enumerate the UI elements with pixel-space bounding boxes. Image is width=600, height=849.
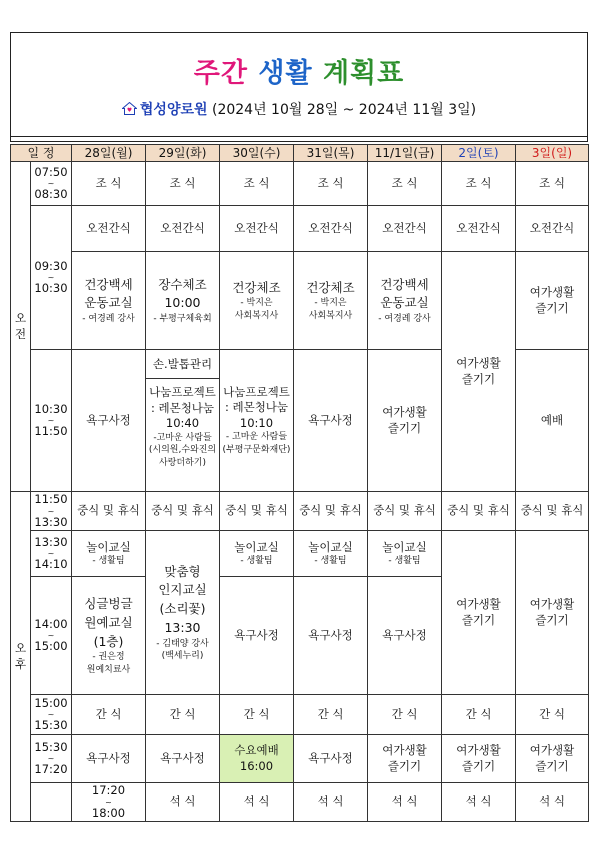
cell-needs-assessment: 욕구사정 [220,577,294,695]
cell-thu-exercise [294,252,368,350]
leisure-line: 즐기기 [387,420,422,435]
cell-leisure [442,735,516,783]
time-end: 08:30 [34,187,68,202]
section-label: 오 후 [14,641,27,671]
activity-time: 16:00 [239,758,274,773]
leisure-line: 여가생활 [529,285,575,300]
activity-partner: (시의원,수와진의 [148,445,217,456]
cell-leisure [368,735,442,783]
activity-partner: - 고마운 사람들 [225,432,288,443]
cell-play-class [294,531,368,577]
header-schedule: 일 정 [11,145,72,162]
house-logo-icon [122,102,137,115]
activity-title: 싱글벙글 [84,596,133,611]
time-start: 14:00 [34,616,68,631]
cell-play-class [72,531,146,577]
time-start: 13:30 [34,534,68,549]
nail-care: 손.발톱관리 [146,350,219,379]
activity-title: 나눔프로젝트 [149,385,216,400]
cell-needs-assessment: 욕구사정 [72,350,146,492]
cell-morning-snack: 오전간식 [516,206,589,252]
cell-needs-assessment: 욕구사정 [294,350,368,492]
cell-tue-cognitive [146,531,220,695]
header-day: 28일(월) [72,145,146,162]
activity-partner: -고마운 사람들 [153,432,212,443]
cell-lunch: 중식 및 휴식 [294,492,368,531]
time-end: 14:10 [34,557,68,572]
cell-lunch: 중식 및 휴식 [146,492,220,531]
header-day: 29일(화) [146,145,220,162]
row-lunch [11,492,589,531]
cell-needs-assessment: 욕구사정 [294,735,368,783]
cell-wed-late-morning [220,350,294,492]
cell-morning-snack: 오전간식 [220,206,294,252]
section-label: 오 전 [14,311,27,341]
title-part-weekly: 주간 [193,58,248,89]
activity-title: 놀이교실 [86,539,131,554]
activity-instructor: - 여경례 강사 [378,314,431,325]
cell-play-class [368,531,442,577]
activity-title: 나눔프로젝트 [223,384,290,399]
time-sep: ~ [47,506,55,516]
cell-dinner: 석 식 [220,783,294,822]
activity-instructor: - 박지은 [240,298,273,309]
cell-needs-assessment: 욕구사정 [368,577,442,695]
leisure-line: 여가생활 [529,597,575,612]
activity-instructor: - 여경례 강사 [82,314,135,325]
cell-lunch: 중식 및 휴식 [72,492,146,531]
cell-sun-worship: 예배 [516,350,589,492]
cell-morning-snack: 오전간식 [442,206,516,252]
schedule-period: (2024년 10월 28일 ~ 2024년 11월 3일) [211,102,477,118]
time-cell [72,783,146,822]
cell-breakfast: 조 식 [442,162,516,206]
title-part-life: 생활 [258,58,313,89]
section-morning [11,162,31,492]
leisure-line: 즐기기 [535,612,569,627]
title-frame [10,32,588,142]
cell-lunch: 중식 및 휴식 [516,492,589,531]
activity-title: 놀이교실 [382,539,427,554]
cell-tue-exercise [146,252,220,350]
header-day: 11/1일(금) [368,145,442,162]
header-day: 31일(목) [294,145,368,162]
header-day-sunday: 3일(일) [516,145,589,162]
organization-name: 협성양로원 [139,102,208,118]
cell-play-class [220,531,294,577]
time-start: 17:20 [91,783,126,798]
activity-time: 10:40 [165,416,200,431]
cell-sun-leisure [516,252,589,350]
activity-title: 놀이교실 [308,539,353,554]
header-row [11,145,589,162]
cell-dinner: 석 식 [442,783,516,822]
time-cell [31,492,72,531]
cell-tue-late-morning [146,350,220,492]
time-end: 13:30 [34,514,68,529]
activity-title: (소리꽃) [159,601,206,617]
activity-instructor: - 권은정 [92,652,125,663]
section-afternoon-tail [31,783,72,822]
activity-time: 13:30 [164,619,201,635]
activity-title: 건강체조 [232,279,281,295]
activity-title: 운동교실 [380,295,429,311]
subtitle [11,99,587,119]
cell-lunch: 중식 및 휴식 [220,492,294,531]
activity-title: 놀이교실 [234,539,279,554]
cell-afternoon-snack: 간 식 [368,695,442,735]
activity-team: - 생활팀 [240,556,273,567]
cell-morning-snack: 오전간식 [146,206,220,252]
time-start: 07:50 [34,164,68,179]
activity-title: 건강백세 [380,276,429,292]
activity-partner: (백세누리) [161,651,204,662]
time-cell [31,162,72,206]
cell-breakfast: 조 식 [368,162,442,206]
cell-dinner: 석 식 [294,783,368,822]
cell-morning-snack: 오전간식 [368,206,442,252]
page-title [11,51,587,90]
time-cell [31,577,72,695]
leisure-line: 여가생활 [529,743,575,758]
time-start: 10:30 [34,401,68,416]
activity-title: 수요예배 [234,743,279,758]
activity-partner: (부평구문화재단) [222,444,291,455]
time-end: 15:30 [34,718,68,733]
cell-breakfast: 조 식 [72,162,146,206]
time-start: 15:30 [34,739,68,754]
cell-lunch: 중식 및 휴식 [368,492,442,531]
cell-morning-snack: 오전간식 [294,206,368,252]
leisure-line: 여가생활 [382,405,427,420]
activity-time: 10:10 [239,415,274,430]
cell-wed-exercise [220,252,294,350]
cell-leisure [516,735,589,783]
activity-partner: 사랑더하기) [159,457,206,468]
header-day: 30일(수) [220,145,294,162]
cell-breakfast: 조 식 [220,162,294,206]
time-sep: ~ [47,179,55,189]
time-start: 15:00 [34,695,68,710]
activity-team: - 생활팀 [92,556,125,567]
time-cell [31,531,72,577]
time-cell [31,695,72,735]
row-evening-activity [11,735,589,783]
leisure-line: 즐기기 [387,758,422,773]
leisure-line: 즐기기 [461,371,496,386]
time-sep: ~ [47,416,55,426]
cell-needs-assessment: 욕구사정 [72,735,146,783]
time-end: 15:00 [34,639,68,654]
time-cell [31,206,72,350]
time-cell [31,735,72,783]
cell-sat-leisure [442,252,516,492]
cell-dinner: 석 식 [516,783,589,822]
title-part-plan: 계획표 [322,58,405,89]
leisure-line: 여가생활 [382,743,427,758]
header-day-saturday: 2일(토) [442,145,516,162]
cell-afternoon-snack: 간 식 [516,695,589,735]
row-dinner [11,783,589,822]
activity-title: : 레몬청나눔 [150,400,215,415]
activity-title: 장수체조 [158,276,207,292]
cell-lunch: 중식 및 휴식 [442,492,516,531]
time-sep: ~ [47,754,55,764]
cell-mon-gardening [72,577,146,695]
cell-afternoon-snack: 간 식 [220,695,294,735]
time-end: 18:00 [91,805,126,820]
row-afternoon-snack [11,695,589,735]
row-play-class [11,531,589,577]
row-breakfast [11,162,589,206]
row-morning-activity [11,252,589,350]
time-sep: ~ [47,273,55,283]
cell-breakfast: 조 식 [516,162,589,206]
time-start: 11:50 [34,492,68,507]
cell-sat-leisure-pm [442,531,516,695]
cell-breakfast: 조 식 [146,162,220,206]
cell-afternoon-snack: 간 식 [72,695,146,735]
schedule-table [10,144,589,822]
cell-fri-exercise [368,252,442,350]
cell-needs-assessment: 욕구사정 [146,735,220,783]
cell-afternoon-snack: 간 식 [442,695,516,735]
activity-team: - 생활팀 [314,556,347,567]
cell-dinner: 석 식 [146,783,220,822]
activity-instructor: - 박지은 [314,298,347,309]
activity-instructor-role: 원예치료사 [86,664,131,675]
activity-instructor: - 김태양 강사 [156,638,209,649]
activity-instructor-role: 사회복지사 [308,311,353,322]
leisure-line: 여가생활 [456,356,501,371]
time-sep: ~ [47,549,55,559]
section-afternoon [11,492,31,822]
leisure-line: 즐기기 [535,300,569,315]
row-morning-snack [11,206,589,252]
cell-afternoon-snack: 간 식 [146,695,220,735]
leisure-line: 여가생활 [456,743,501,758]
activity-title: : 레몬청나눔 [224,400,289,415]
cell-morning-snack: 오전간식 [72,206,146,252]
activity-title: 맞춤형 [164,563,201,579]
time-sep: ~ [47,631,55,641]
time-end: 17:20 [34,762,68,777]
leisure-line: 즐기기 [535,758,569,773]
cell-fri-leisure [368,350,442,492]
activity-title: 운동교실 [84,295,133,311]
activity-instructor-role: 사회복지사 [234,311,279,322]
time-end: 11:50 [34,424,68,439]
cell-sun-leisure-pm [516,531,589,695]
leisure-line: 여가생활 [456,597,501,612]
cell-afternoon-snack: 간 식 [294,695,368,735]
activity-location: (1층) [93,633,124,649]
time-sep: ~ [105,797,112,807]
time-sep: ~ [47,710,55,720]
cell-mon-exercise [72,252,146,350]
activity-title: 인지교실 [158,582,207,598]
leisure-line: 즐기기 [461,758,496,773]
time-end: 10:30 [34,281,68,296]
activity-title: 건강체조 [306,279,355,295]
time-start: 09:30 [34,258,68,273]
activity-instructor: - 부평구체육회 [153,314,212,325]
activity-time: 10:00 [164,295,201,311]
time-cell [31,350,72,492]
cell-needs-assessment: 욕구사정 [294,577,368,695]
cell-dinner: 석 식 [368,783,442,822]
activity-title: 원예교실 [84,614,133,630]
activity-title: 건강백세 [84,276,133,292]
activity-team: - 생활팀 [388,556,421,567]
cell-breakfast: 조 식 [294,162,368,206]
leisure-line: 즐기기 [461,612,496,627]
cell-wed-worship [220,735,294,783]
